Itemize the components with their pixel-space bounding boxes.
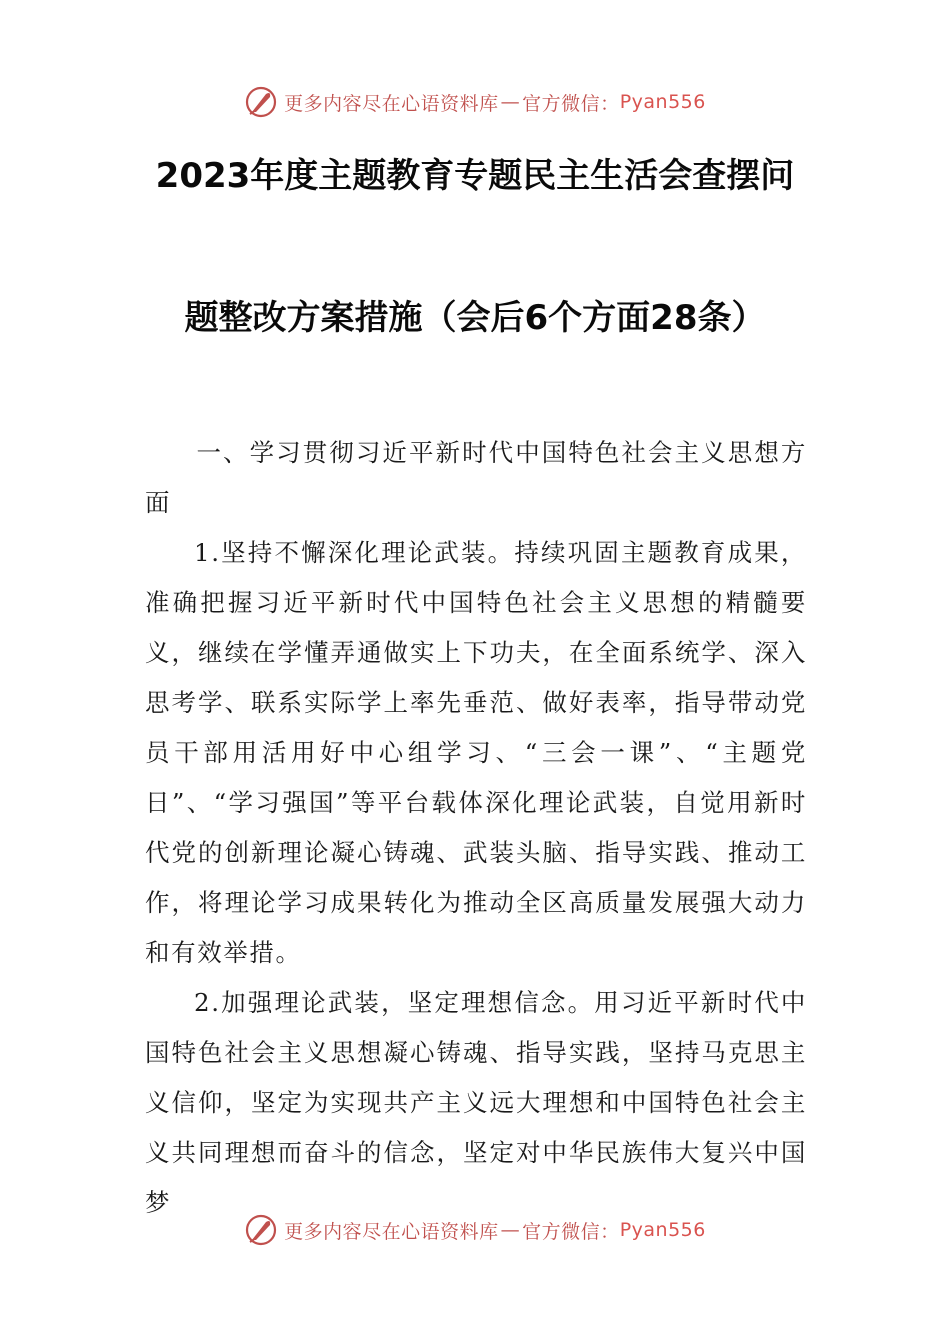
- document-title-line-1: 2023年度主题教育专题民主生活会查摆问: [155, 156, 795, 196]
- watermark-account: Pyan556: [619, 91, 706, 113]
- watermark-official-label: 官方微信：: [522, 1220, 620, 1243]
- paragraph-item-1: 1.坚持不懈深化理论武装。持续巩固主题教育成果，准确把握习近平新时代中国特色社会主义思想的精髓要义，继续在学懂弄通做实上下功夫，在全面系统学、深入思考学、联系实际学上率先垂范、做好表率，指导带动党员干部用活用好中心组学习、“三会一课”、“主题党日”、“学习强国”等平台载体深化理论武装，自觉用新时代党的创新理论凝心铸魂、武装头脑、指导实践、推动工作，将理论学习成果转化为推动全区高质量发展强大动力和有效举措。: [145, 538, 807, 967]
- quill-pen-logo-icon: [244, 85, 278, 119]
- watermark-brand-text: 更多内容尽在心语资料库: [284, 92, 499, 115]
- paragraph-item-2: 2.加强理论武装，坚定理想信念。用习近平新时代中国特色社会主义思想凝心铸魂、指导实践，坚持马克思主义信仰，坚定为实现共产主义远大理想和中国特色社会主义共同理想而奋斗的信念，坚定对中华民族伟大复兴中国梦: [145, 988, 807, 1217]
- footer-watermark: [0, 1210, 950, 1250]
- watermark-brand-text: 更多内容尽在心语资料库: [284, 1220, 499, 1243]
- section-heading: 一、学习贯彻习近平新时代中国特色社会主义思想方面: [145, 438, 807, 517]
- watermark-account: Pyan556: [619, 1219, 706, 1241]
- quill-pen-logo-icon: [244, 1213, 278, 1247]
- document-body: [145, 428, 807, 1228]
- watermark-dash: —: [500, 91, 521, 113]
- header-watermark: [0, 82, 950, 122]
- document-title-line-2: 题整改方案措施（会后6个方面28条）: [184, 298, 766, 338]
- watermark-dash: —: [500, 1219, 521, 1241]
- watermark-official-label: 官方微信：: [522, 92, 620, 115]
